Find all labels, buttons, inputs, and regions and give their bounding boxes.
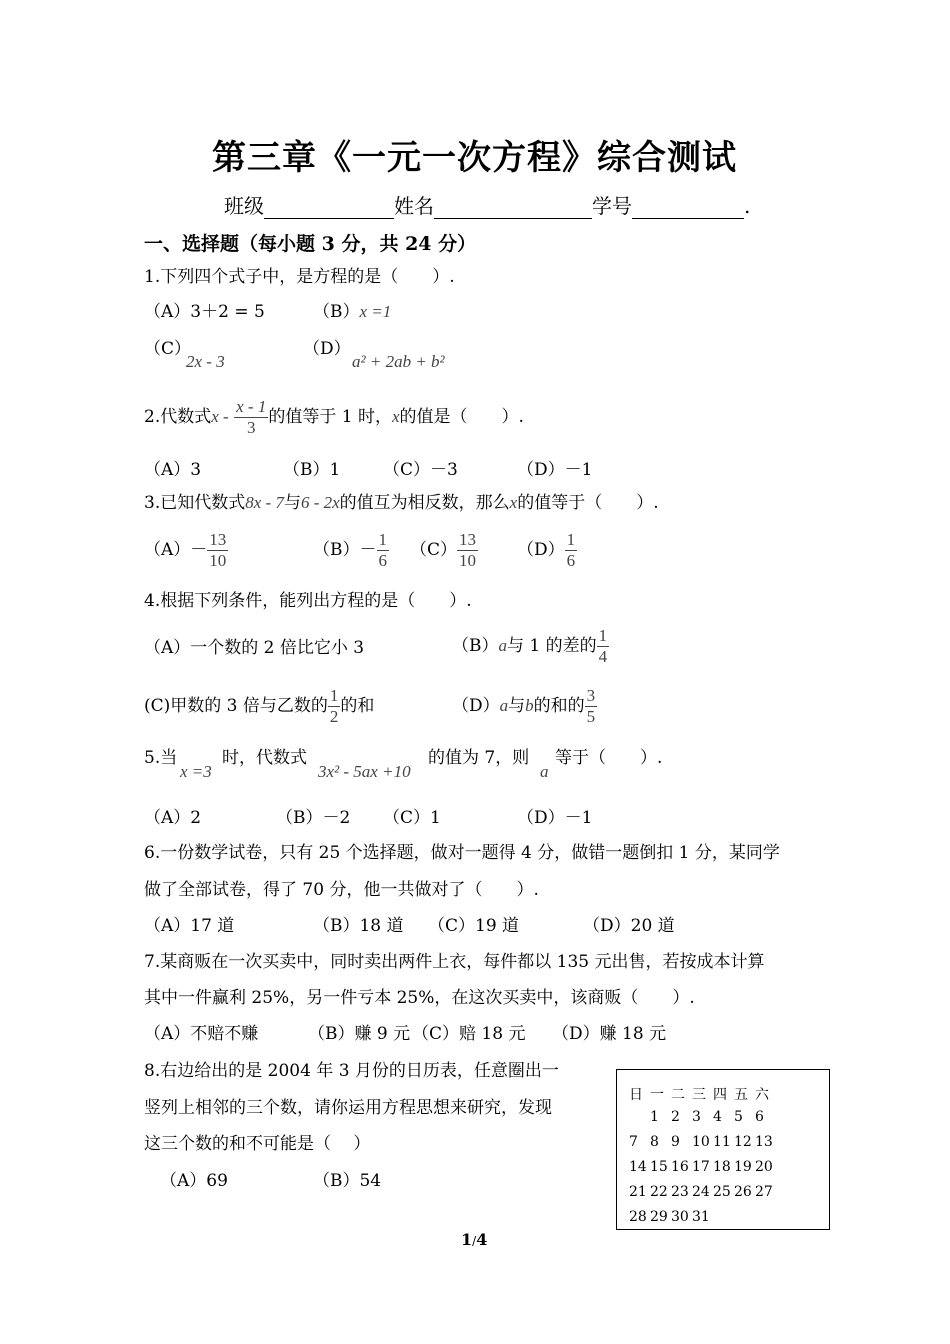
q1-option-d-label: （D） xyxy=(303,339,351,359)
q3-option-c: （C） $\frac{13}{10}$ xyxy=(410,530,477,570)
q2-option-b: （B）1 xyxy=(283,460,341,480)
page-number: 1/4 xyxy=(461,1230,488,1249)
q6-option-d: （D）20 道 xyxy=(583,916,675,936)
question-3-stem: 3.已知代数式8x - 7与6 - 2x的值互为相反数，那么x的值等于（ ）. xyxy=(144,493,659,513)
calendar-day: 27 xyxy=(755,1184,773,1200)
calendar-day: 29 xyxy=(650,1209,668,1225)
question-8-line2: 竖列上相邻的三个数，请你运用方程思想来研究，发现 xyxy=(144,1098,552,1118)
calendar-week xyxy=(629,1134,776,1150)
calendar-week xyxy=(629,1159,776,1175)
q3-option-b: （B）－ $\frac{1}{6}$ xyxy=(313,530,387,570)
calendar-day: 11 xyxy=(713,1134,731,1150)
calendar-header-cell: 日 xyxy=(629,1087,643,1103)
calendar-day: 25 xyxy=(713,1184,731,1200)
class-blank xyxy=(264,198,394,219)
q5-condition: x =3 xyxy=(180,762,212,781)
calendar-box xyxy=(616,1069,830,1230)
q2-expr-lead: x - xyxy=(211,407,229,426)
q6-option-c: （C）19 道 xyxy=(428,916,520,936)
calendar-header-cell: 二 xyxy=(671,1087,685,1103)
calendar-header-cell: 六 xyxy=(755,1087,769,1103)
question-4-stem: 4.根据下列条件，能列出方程的是（ ）. xyxy=(144,591,472,611)
calendar-day: 15 xyxy=(650,1159,668,1175)
class-label: 班级 xyxy=(224,194,264,218)
q5-option-b: （B）－2 xyxy=(276,808,351,828)
calendar-week xyxy=(629,1109,776,1125)
q4-option-c: (C)甲数的 3 倍与乙数的 $\frac{1}{2}$ 的和 xyxy=(144,686,375,726)
calendar-day: 1 xyxy=(650,1109,659,1125)
calendar-header xyxy=(629,1084,776,1104)
calendar-day: 30 xyxy=(671,1209,689,1225)
q3-expr-2: 6 - 2x xyxy=(300,493,340,512)
calendar-day: 10 xyxy=(692,1134,710,1150)
q2-option-c: （C）－3 xyxy=(383,460,458,480)
q8-option-b: （B）54 xyxy=(313,1171,382,1191)
calendar-day: 13 xyxy=(755,1134,773,1150)
calendar-header-cell: 一 xyxy=(650,1087,664,1103)
question-6-line1: 6.一份数学试卷，只有 25 个选择题，做对一题得 4 分，做错一题倒扣 1 分，某同学 xyxy=(144,843,780,863)
calendar-day: 20 xyxy=(755,1159,773,1175)
calendar-day: 2 xyxy=(671,1109,680,1125)
q6-option-a: （A）17 道 xyxy=(144,916,235,936)
calendar-day: 26 xyxy=(734,1184,752,1200)
calendar-header-cell: 五 xyxy=(734,1087,748,1103)
student-info-line xyxy=(224,190,750,219)
calendar-day: 23 xyxy=(671,1184,689,1200)
calendar-day: 7 xyxy=(629,1134,638,1150)
question-7-line2: 其中一件赢利 25%，另一件亏本 25%，在这次买卖中，该商贩（ ）. xyxy=(144,988,695,1008)
calendar-header-cell: 三 xyxy=(692,1087,706,1103)
q3-var: x xyxy=(509,493,518,512)
q7-option-a: （A）不赔不赚 xyxy=(144,1024,259,1044)
q2-var: x xyxy=(391,407,400,426)
calendar-header-cell: 四 xyxy=(713,1087,727,1103)
name-label: 姓名 xyxy=(394,194,434,218)
calendar-day: 24 xyxy=(692,1184,710,1200)
q4-option-a: （A）一个数的 2 倍比它小 3 xyxy=(144,638,365,658)
q5-mid: 时，代数式 xyxy=(222,748,307,768)
question-8-line3: 这三个数的和不可能是（ ） xyxy=(144,1134,371,1154)
calendar-day: 19 xyxy=(734,1159,752,1175)
calendar-day: 8 xyxy=(650,1134,659,1150)
q5-var: a xyxy=(540,762,549,781)
q1-option-c-label: （C） xyxy=(144,339,192,359)
section-heading: 一、选择题（每小题 3 分，共 24 分） xyxy=(144,233,477,255)
calendar-day: 4 xyxy=(713,1109,722,1125)
calendar-day: 6 xyxy=(755,1109,764,1125)
q1-d-math: a² + 2ab + b² xyxy=(352,352,445,371)
q2-fraction: $\frac{x - 1}{3}$ xyxy=(236,397,267,437)
id-label: 学号 xyxy=(592,194,632,218)
calendar-day: 22 xyxy=(650,1184,668,1200)
question-1-stem: 1.下列四个式子中，是方程的是（ ）. xyxy=(144,267,455,287)
calendar-week xyxy=(629,1184,776,1200)
calendar-day: 9 xyxy=(671,1134,680,1150)
q4-option-b: （B）a与 1 的差的 $\frac{1}{4}$ xyxy=(452,626,608,666)
q3-option-a: （A）－ $\frac{13}{10}$ xyxy=(144,530,227,570)
q3-expr-1: 8x - 7 xyxy=(245,493,284,512)
q1-option-b: （B）x =1 xyxy=(313,302,392,322)
q4-option-d: （D）a与b的和的 $\frac{3}{5}$ xyxy=(452,686,596,726)
q7-option-d: （D）赚 18 元 xyxy=(552,1024,667,1044)
calendar-day: 18 xyxy=(713,1159,731,1175)
question-8-line1: 8.右边给出的是 2004 年 3 月份的日历表，任意圈出一 xyxy=(144,1061,559,1081)
q1-b-math: x =1 xyxy=(359,302,392,321)
q6-option-b: （B）18 道 xyxy=(313,916,404,936)
q3-option-d: （D） $\frac{1}{6}$ xyxy=(517,530,576,570)
q8-option-a: （A）69 xyxy=(160,1171,228,1191)
calendar-day: 12 xyxy=(734,1134,752,1150)
q1-c-math: 2x - 3 xyxy=(186,352,225,371)
calendar-day: 21 xyxy=(629,1184,647,1200)
q5-mid2: 的值为 7，则 xyxy=(428,748,530,768)
question-2-stem: 2.代数式x - $\frac{x - 1}{3}$ 的值等于 1 时，x的值是（ ）. xyxy=(144,397,524,437)
calendar-week xyxy=(629,1209,713,1225)
question-7-line1: 7.某商贩在一次买卖中，同时卖出两件上衣，每件都以 135 元出售，若按成本计算 xyxy=(144,952,765,972)
q5-option-c: （C）1 xyxy=(383,808,441,828)
q1-option-a: （A）3＋2 = 5 xyxy=(144,302,265,322)
calendar-day: 17 xyxy=(692,1159,710,1175)
calendar-day: 28 xyxy=(629,1209,647,1225)
q5-option-d: （D）－1 xyxy=(517,808,593,828)
calendar-day: 3 xyxy=(692,1109,701,1125)
info-end: . xyxy=(744,194,751,218)
calendar-day: 5 xyxy=(734,1109,743,1125)
calendar-day: 31 xyxy=(692,1209,710,1225)
q2-option-a: （A）3 xyxy=(144,460,202,480)
id-blank xyxy=(632,198,744,219)
q7-option-b: （B）赚 9 元 xyxy=(308,1024,411,1044)
page-title: 第三章《一元一次方程》综合测试 xyxy=(212,138,737,178)
q7-option-c: （C）赔 18 元 xyxy=(412,1024,526,1044)
calendar-day: 16 xyxy=(671,1159,689,1175)
q5-option-a: （A）2 xyxy=(144,808,202,828)
q5-prefix: 5.当 xyxy=(144,748,178,768)
q2-option-d: （D）－1 xyxy=(517,460,593,480)
calendar-day: 14 xyxy=(629,1159,647,1175)
q5-expression: 3x² - 5ax +10 xyxy=(318,762,411,781)
name-blank xyxy=(434,198,592,219)
q5-suffix: 等于（ ）. xyxy=(555,748,663,768)
question-6-line2: 做了全部试卷，得了 70 分，他一共做对了（ ）. xyxy=(144,880,539,900)
